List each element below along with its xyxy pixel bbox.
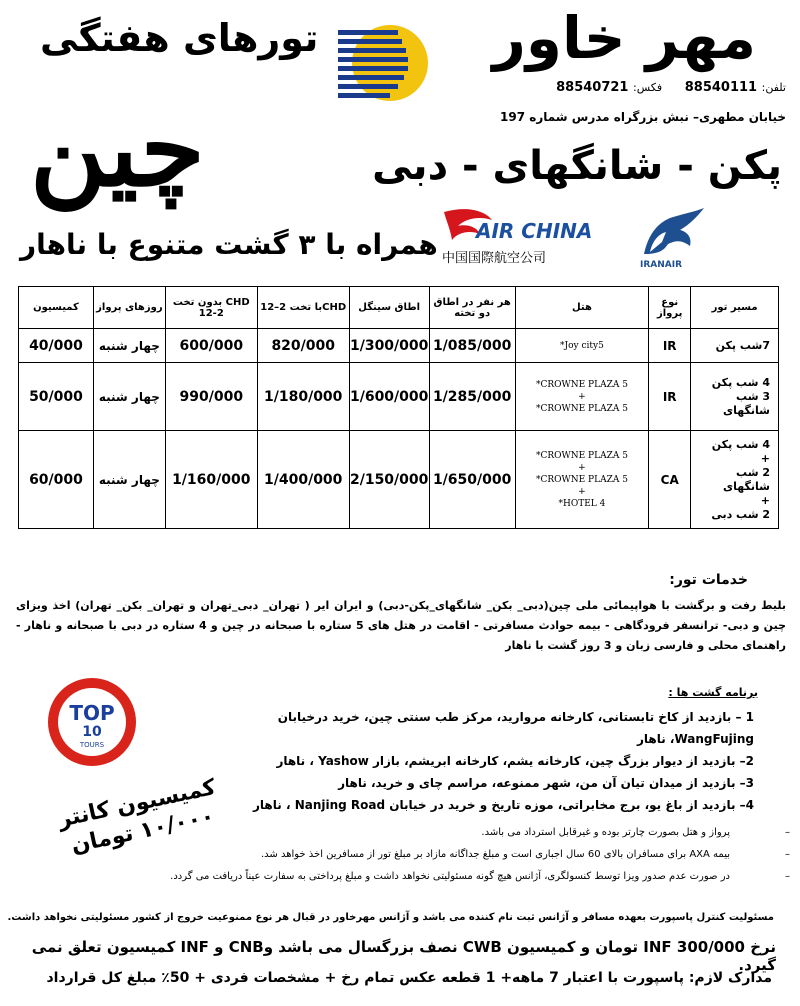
hotel-cell: Joy city5* bbox=[515, 329, 649, 363]
flight-type-cell: CA bbox=[649, 431, 691, 529]
hotel-cell: CROWNE PLAZA 5* + CROWNE PLAZA 5* + HOTEL 4* bbox=[515, 431, 649, 529]
chd-bed-cell: 1/400/000 bbox=[257, 431, 349, 529]
single-price-cell: 2/150/000 bbox=[349, 431, 429, 529]
flight-type-cell: IR bbox=[649, 363, 691, 431]
days-cell: چهار شنبه bbox=[93, 431, 165, 529]
svg-text:AIR CHINA: AIR CHINA bbox=[476, 219, 593, 243]
top10-badge bbox=[46, 676, 138, 768]
notes-list bbox=[170, 822, 730, 888]
footer-rates: نرخ INF 300/000 تومان و کمیسیون CWB نصف بزرگسال می باشد وCNB و INF کمیسیون تعلق نمی گیرد. bbox=[31, 938, 776, 974]
svg-text:IRANAIR: IRANAIR bbox=[640, 260, 683, 270]
table-row bbox=[19, 363, 779, 431]
days-cell: چهار شنبه bbox=[93, 363, 165, 431]
chd-bed-cell: 820/000 bbox=[257, 329, 349, 363]
commission-cell: 40/000 bbox=[19, 329, 94, 363]
days-cell: چهار شنبه bbox=[93, 329, 165, 363]
svg-text:中国国際航空公司: 中国国際航空公司 bbox=[442, 251, 547, 266]
table-row bbox=[19, 431, 779, 529]
commission-cell: 50/000 bbox=[19, 363, 94, 431]
double-price-cell: 1/650/000 bbox=[429, 431, 515, 529]
flight-type-cell: IR bbox=[649, 329, 691, 363]
phone-number: 88540111 bbox=[684, 80, 758, 95]
company-logo bbox=[338, 22, 432, 104]
route-cell: 4 شب پکن + 2 شب شانگهای + 2 شب دبی bbox=[691, 431, 779, 529]
single-price-cell: 1/600/000 bbox=[349, 363, 429, 431]
double-price-cell: 1/085/000 bbox=[429, 329, 515, 363]
brand-name: مهر خاور bbox=[492, 4, 756, 72]
weekly-tours-title: تورهای هفتگی bbox=[40, 16, 319, 60]
col-single: اطاق سینگل bbox=[349, 287, 429, 329]
route-title: پکن - شانگهای - دبی bbox=[372, 143, 782, 189]
col-commission: کمیسیون bbox=[19, 287, 94, 329]
chd-nobed-cell: 990/000 bbox=[165, 363, 257, 431]
col-chd-bed: CHDبا تخت 2–12 bbox=[257, 287, 349, 329]
air-china-logo bbox=[436, 206, 598, 268]
col-route: مسیر تور bbox=[691, 287, 779, 329]
services-text: بلیط رفت و برگشت با هواپیمائی ملی چین(دبی_ بکن_ شانگهای_پکن-دبی) و ایران ایر ( تهران_ دبی_تهران و تهران_ بکن_ تهران) اخذ ویزای چین و دبی- ترانسفر فرودگاهی - بیمه حوادث مسافرتی - اقامت در هتل های 5 ستاره با صبحانه در چین و 4 ستاره در دبی با صبحانه و ناهار - راهنمای محلی و فارسی زبان و 3 روز گشت با ناهار bbox=[16, 599, 786, 652]
list-item: در صورت عدم صدور ویزا توسط کنسولگری، آژانس هیچ گونه مسئولیتی نخواهد داشت و مبلغ پرداختی به سفارت عیناً دریافت می گردد. – bbox=[170, 866, 730, 888]
col-hotel: هتل bbox=[515, 287, 649, 329]
table-header-row bbox=[19, 287, 779, 329]
chd-bed-cell: 1/180/000 bbox=[257, 363, 349, 431]
services-title: خدمات تور: bbox=[669, 572, 748, 588]
counter-commission: کمیسیون کانتر ۱۰/۰۰۰ تومان bbox=[56, 774, 218, 859]
commission-cell: 60/000 bbox=[19, 431, 94, 529]
col-double: هر نفر در اطاق دو تخته bbox=[429, 287, 515, 329]
svg-text:TOP: TOP bbox=[69, 701, 115, 725]
list-item: 3– بازدید از میدان تیان آن من، شهر ممنوعه، مراسم چای و خرید، ناهار bbox=[338, 776, 754, 790]
svg-text:TOURS: TOURS bbox=[79, 741, 105, 749]
footer-documents: مدارک لازم: پاسپورت با اعتبار 7 ماهه+ 1 قطعه عکس تمام رخ + مشخصات فردی + 50٪ مبلغ کل قرارداد bbox=[46, 970, 772, 986]
destination-title: چین bbox=[30, 87, 205, 210]
list-item: 1 – بازدید از کاخ تابستانی، کارخانه مروارید، مرکز طب سنتی چین، خرید درخیابان WangFujing، ناهار bbox=[277, 710, 754, 746]
route-cell: 4 شب پکن 3 شب شانگهای bbox=[691, 363, 779, 431]
tours-subtitle: همراه با ۳ گشت متنوع با ناهار bbox=[20, 228, 438, 261]
route-cell: 7شب پکن bbox=[691, 329, 779, 363]
list-item: 2– بازدید از دیوار بزرگ چین، کارخانه یشم، کارخانه ابریشم، بازار Yashow ، ناهار bbox=[276, 754, 754, 768]
col-days: روزهای پرواز bbox=[93, 287, 165, 329]
price-table bbox=[18, 286, 779, 529]
iranair-logo bbox=[632, 206, 710, 270]
list-item: بیمه AXA برای مسافران بالای 60 سال اجباری است و مبلغ جداگانه مازاد بر مبلغ تور از مسافرین اخذ خواهد شد. – bbox=[170, 844, 730, 866]
chd-nobed-cell: 600/000 bbox=[165, 329, 257, 363]
program-title: برنامه گشت ها : bbox=[668, 686, 758, 699]
address: خیابان مطهری– نبش بزرگراه مدرس شماره 197 bbox=[500, 110, 786, 124]
single-price-cell: 1/300/000 bbox=[349, 329, 429, 363]
col-flight-type: نوع پرواز bbox=[649, 287, 691, 329]
fax-number: 88540721 bbox=[556, 80, 629, 95]
list-item: 4– بازدید از باغ یو، برج مخابراتی، موزه تاریخ و خرید در خیابان Nanjing Road ، ناهار bbox=[253, 798, 754, 812]
col-chd-nobed: CHD بدون تخت 2-12 bbox=[165, 287, 257, 329]
table-row bbox=[19, 329, 779, 363]
program-list bbox=[194, 706, 754, 816]
double-price-cell: 1/285/000 bbox=[429, 363, 515, 431]
chd-nobed-cell: 1/160/000 bbox=[165, 431, 257, 529]
footer-disclaimer: مسئولیت کنترل پاسپورت بعهده مسافر و آژانس ثبت نام کننده می باشد و آژانس مهرخاور در قبال هر نوع ممنوعیت خروج از کشور مسئولیتی نخواهد داشت. bbox=[7, 912, 774, 923]
svg-text:10: 10 bbox=[82, 724, 102, 740]
hotel-cell: CROWNE PLAZA 5* + CROWNE PLAZA 5* bbox=[515, 363, 649, 431]
list-item: پرواز و هتل بصورت چارتر بوده و غیرقابل استرداد می باشد. – bbox=[170, 822, 730, 844]
contact-phone: تلفن: 88540111 فکس: 88540721 bbox=[556, 80, 786, 95]
